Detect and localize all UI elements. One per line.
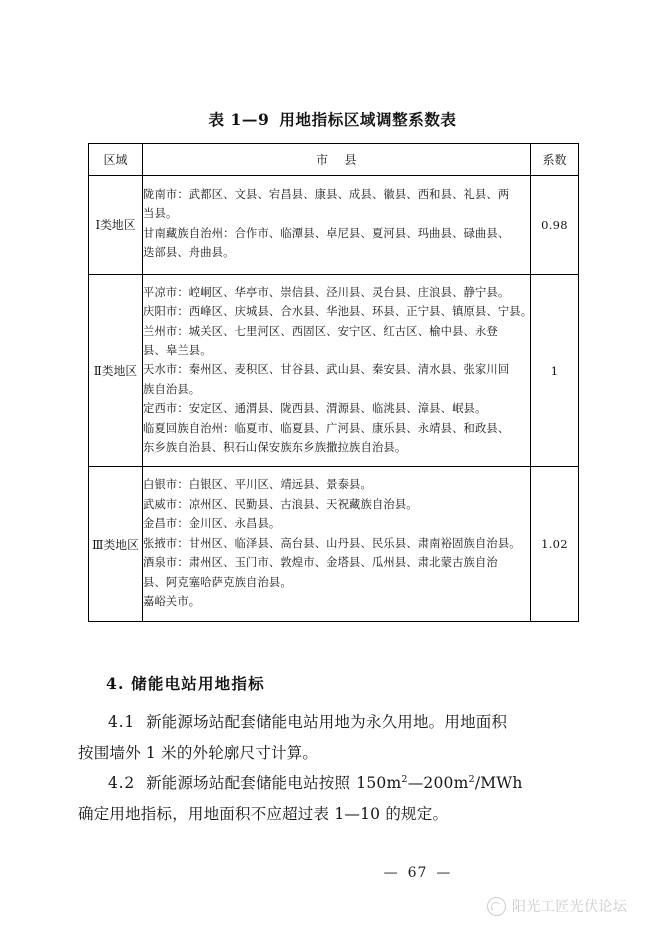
row-region-label: Ⅰ类地区 [89, 176, 143, 275]
row-city-list [143, 176, 531, 275]
table-row [89, 467, 579, 622]
city-line: 县、阿克塞哈萨克族自治县。 [143, 575, 292, 589]
page-number-value: 67 [407, 865, 428, 881]
paragraph-4-2-cont [78, 800, 590, 829]
paragraph-text: 确定用地指标，用地面积不应超过表 1—10 的规定。 [78, 805, 449, 824]
table-row [89, 274, 579, 467]
table-header-city-char-a: 市 [315, 153, 329, 167]
city-line: 张掖市：甘州区、临泽县、高台县、山丹县、民乐县、肃南裕固族自治县。 [143, 536, 521, 550]
city-line: 天水市：秦州区、麦积区、甘谷县、武山县、秦安县、清水县、张家川回 [143, 363, 510, 377]
area-low-value: 150m [356, 774, 402, 793]
table-caption-number: 表 1—9 [208, 110, 270, 129]
city-line: 迭部县、舟曲县。 [143, 246, 235, 260]
city-line: 白银市：白银区、平川区、靖远县、景泰县。 [143, 478, 372, 492]
area-low-unit-exponent: 2 [401, 774, 408, 786]
city-line: 当县。 [143, 207, 178, 221]
table-caption [0, 108, 665, 130]
city-line: 东乡族自治县、积石山保安族东乡族撒拉族自治县。 [143, 441, 407, 455]
table-header-city-char-b: 县 [344, 153, 358, 167]
table-header-region: 区域 [89, 144, 143, 176]
watermark-text: 阳光工匠光伏论坛 [512, 899, 628, 915]
section-heading: 4. 储能电站用地指标 [106, 674, 265, 693]
region-coefficient-table [88, 143, 579, 622]
table-caption-title: 用地指标区域调整系数表 [279, 110, 457, 129]
watermark [487, 896, 627, 916]
city-line: 武威市：凉州区、民勤县、古浪县、天祝藏族自治县。 [143, 497, 418, 511]
table-header-city [143, 144, 531, 176]
area-formula [356, 774, 522, 792]
area-high-unit-exponent: 2 [468, 774, 475, 786]
city-line: 陇南市：武都区、文县、宕昌县、康县、成县、徽县、西和县、礼县、两 [143, 188, 510, 201]
row-coefficient: 1.02 [531, 467, 579, 622]
paragraph-number: 4.1 [108, 713, 136, 731]
row-city-list [143, 467, 531, 622]
table-row [89, 176, 579, 275]
paragraph-text: 新能源场站配套储能电站按照 [146, 774, 357, 793]
city-line: 金昌市：金川区、永昌县。 [143, 517, 281, 531]
city-line: 县、皋兰县。 [143, 343, 212, 357]
area-rate-unit: /MWh [474, 774, 523, 793]
row-region-label: Ⅲ类地区 [89, 467, 143, 622]
sun-logo-icon [487, 897, 506, 916]
city-line: 定西市：安定区、通渭县、陇西县、渭源县、临洮县、漳县、岷县。 [143, 402, 487, 416]
area-range-dash: — [407, 774, 424, 793]
paragraph-text: 按围墙外 1 米的外轮廓尺寸计算。 [78, 743, 319, 762]
city-line: 嘉峪关市。 [143, 595, 201, 609]
table-header-coefficient: 系数 [531, 144, 579, 176]
city-line: 平凉市：崆峒区、华亭市、崇信县、泾川县、灵台县、庄浪县、静宁县。 [143, 285, 510, 299]
table-header-row [89, 144, 579, 176]
row-coefficient: 1 [531, 274, 579, 467]
page-number [0, 865, 665, 881]
city-line: 甘南藏族自治州：合作市、临潭县、卓尼县、夏河县、玛曲县、碌曲县、 [143, 226, 510, 240]
paragraph-4-1 [78, 708, 590, 737]
city-line: 酒泉市：肃州区、玉门市、敦煌市、金塔县、瓜州县、肃北蒙古族自治 [143, 556, 498, 570]
paragraph-number: 4.2 [108, 774, 136, 793]
city-line: 族自治县。 [143, 382, 201, 396]
body-text-block [78, 672, 590, 831]
city-line: 兰州市：城关区、七里河区、西固区、安宁区、红古区、榆中县、永登 [143, 324, 498, 338]
row-coefficient: 0.98 [531, 176, 579, 275]
row-region-label: Ⅱ类地区 [89, 274, 143, 467]
page-number-dash-right: — [436, 865, 452, 881]
page-number-dash-left: — [383, 865, 399, 881]
area-high-value: 200m [423, 774, 469, 793]
row-city-list [143, 274, 531, 467]
city-line: 庆阳市：西峰区、庆城县、合水县、华池县、环县、正宁县、镇原县、宁县。 [143, 305, 533, 319]
paragraph-4-2 [78, 769, 590, 798]
paragraph-text: 新能源场站配套储能电站用地为永久用地。用地面积 [146, 713, 508, 731]
city-line: 临夏回族自治州：临夏市、临夏县、广河县、康乐县、永靖县、和政县、 [143, 421, 510, 435]
paragraph-4-1-cont [78, 739, 590, 768]
